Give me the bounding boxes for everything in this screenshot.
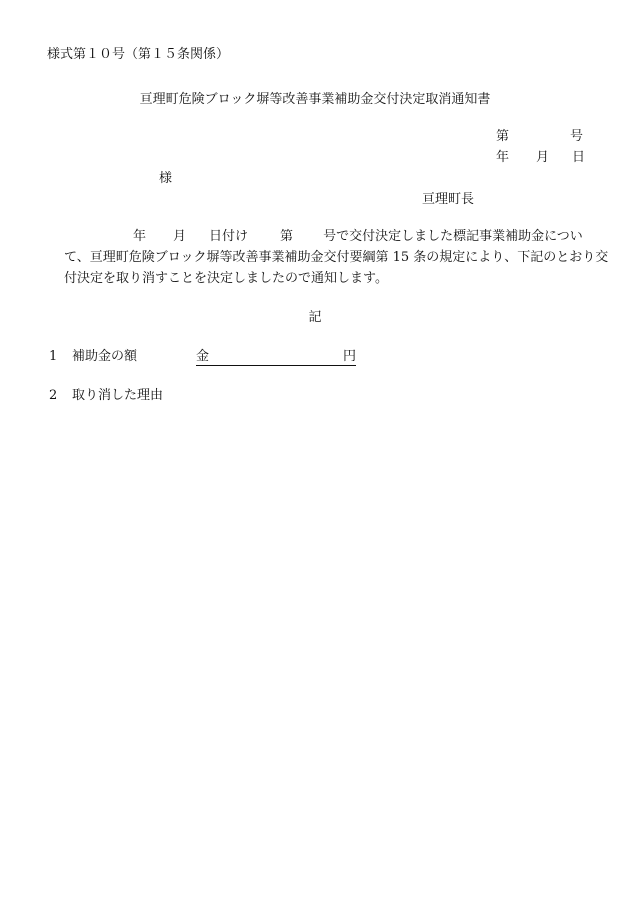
issuer-name: 亘理町長 xyxy=(422,192,475,207)
reference-number-suffix: 号 xyxy=(570,129,584,144)
date-year-label: 年 xyxy=(496,150,510,165)
body-line-1-rest: 号で交付決定しました標記事業補助金につい xyxy=(323,229,583,244)
body-line-2: て、亘理町危険ブロック塀等改善事業補助金交付要綱第 15 条の規定により、下記のとおり交 xyxy=(64,250,609,265)
body-date-suffix: 日付け xyxy=(209,229,249,244)
body-line-1 xyxy=(133,229,583,245)
reference-number-prefix: 第 xyxy=(496,129,510,144)
amount-suffix: 円 xyxy=(342,349,356,364)
body-year-label: 年 xyxy=(133,229,147,244)
form-number: 様式第１０号（第１５条関係） xyxy=(47,47,230,62)
date-month-label: 月 xyxy=(536,150,550,165)
body-line-3: 付決定を取り消すことを決定しましたので通知します。 xyxy=(64,271,388,286)
body-month-label: 月 xyxy=(173,229,187,244)
item-2-number: 2 xyxy=(49,388,58,403)
document-title: 亘理町危険ブロック塀等改善事業補助金交付決定取消通知書 xyxy=(139,92,491,107)
item-2-label: 取り消した理由 xyxy=(72,388,164,403)
amount-prefix: 金 xyxy=(196,349,210,364)
item-1-number: 1 xyxy=(49,349,58,364)
item-1-amount-field xyxy=(196,349,356,366)
recipient-honorific: 様 xyxy=(159,171,173,186)
item-1-label: 補助金の額 xyxy=(72,349,138,364)
body-number-prefix: 第 xyxy=(280,229,294,244)
notes-heading: 記 xyxy=(308,310,322,325)
date-day-label: 日 xyxy=(572,150,586,165)
